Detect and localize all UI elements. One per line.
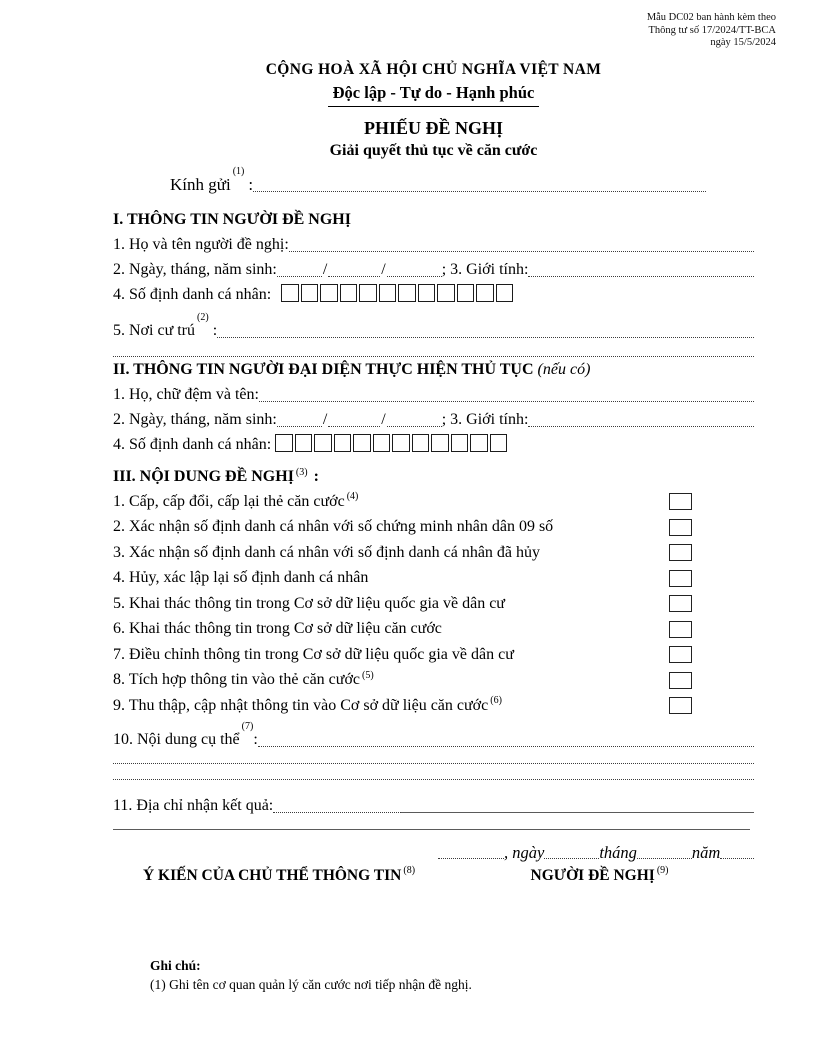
request-detail-fill-line3[interactable]	[113, 764, 754, 780]
id-digit-box[interactable]	[418, 284, 436, 302]
representative-name-fill[interactable]	[259, 382, 754, 402]
representative-id-label: 4. Số định danh cá nhân:	[113, 436, 272, 453]
date-word-nam: năm	[691, 842, 721, 862]
representative-gender-fill[interactable]	[528, 407, 754, 427]
id-digit-box[interactable]	[314, 434, 332, 452]
footnote-ref-5: (5)	[362, 669, 374, 681]
id-digit-box[interactable]	[340, 284, 358, 302]
request-option-checkbox-8[interactable]	[669, 672, 692, 689]
subject-opinion-heading: Ý KIẾN CỦA CHỦ THỂ THÔNG TIN $^{(8)}$	[142, 865, 416, 884]
request-option-label: 7. Điều chỉnh thông tin trong Cơ sở dữ liệu quốc gia về dân cư	[113, 645, 514, 663]
signature-month-fill[interactable]	[637, 842, 692, 859]
representative-gender-label: ; 3. Giới tính:	[441, 411, 529, 428]
national-title: CỘNG HOÀ XÃ HỘI CHỦ NGHĨA VIỆT NAM	[265, 61, 602, 78]
result-address-fill-solid[interactable]	[401, 793, 754, 813]
result-address-label: 11. Địa chỉ nhận kết quả:	[113, 796, 274, 814]
request-option-label: 4. Hủy, xác lập lại số định danh cá nhân	[113, 569, 369, 587]
request-detail-fill[interactable]	[258, 727, 754, 747]
request-option-row-9	[113, 693, 754, 719]
id-digit-box[interactable]	[470, 434, 488, 452]
signature-day-fill[interactable]	[544, 842, 599, 859]
representative-dob-month-fill[interactable]	[328, 407, 380, 427]
result-address-fill-line2[interactable]	[113, 818, 750, 830]
request-option-row-3	[113, 540, 754, 566]
recipient-line: Kính gửi (1) :	[113, 172, 706, 197]
signature-year-fill[interactable]	[720, 842, 754, 859]
request-option-checkbox-6[interactable]	[669, 621, 692, 638]
id-digit-box[interactable]	[431, 434, 449, 452]
footnote-ref-8: (8)	[403, 865, 416, 877]
id-digit-box[interactable]	[334, 434, 352, 452]
request-detail-label: 10. Nội dung cụ thể	[113, 730, 240, 748]
representative-dob-label: 2. Ngày, tháng, năm sinh:	[113, 411, 277, 428]
applicant-dob-month-fill[interactable]	[328, 257, 380, 277]
request-option-row-8	[113, 668, 754, 694]
form-title: PHIẾU ĐỀ NGHỊ	[363, 118, 504, 138]
applicant-name-label: 1. Họ và tên người đề nghị:	[113, 236, 289, 253]
section2-title-text: II. THÔNG TIN NGƯỜI ĐẠI DIỆN THỰC HIỆN THỦ TỤC	[113, 361, 534, 378]
representative-name-label: 1. Họ, chữ đệm và tên:	[113, 386, 259, 403]
request-detail-colon: :	[253, 730, 258, 748]
dob-separator: /	[381, 261, 386, 278]
issuance-note	[647, 12, 776, 50]
representative-dob-line	[113, 407, 754, 432]
id-digit-box[interactable]	[353, 434, 371, 452]
id-digit-box[interactable]	[490, 434, 508, 452]
request-option-label: 9. Thu thập, cập nhật thông tin vào Cơ sở dữ liệu căn cước $^{(6)}$	[113, 695, 502, 714]
applicant-id-label: 4. Số định danh cá nhân:	[113, 286, 272, 303]
representative-id-boxes	[275, 434, 507, 452]
representative-name-line	[113, 382, 754, 407]
signature-headings	[113, 865, 754, 887]
request-option-label: 1. Cấp, cấp đổi, cấp lại thẻ căn cước $^{(4)}$	[113, 491, 359, 510]
national-motto	[113, 81, 754, 107]
section3-title	[113, 464, 754, 489]
applicant-id-line	[113, 282, 754, 307]
id-digit-box[interactable]	[496, 284, 514, 302]
applicant-gender-fill[interactable]	[528, 257, 754, 277]
footnote-ref-3: (3)	[295, 466, 308, 478]
request-option-label: 2. Xác nhận số định danh cá nhân với số chứng minh nhân dân 09 số	[113, 518, 554, 536]
section3-title-text: III. NỘI DUNG ĐỀ NGHỊ	[113, 468, 294, 485]
applicant-dob-day-fill[interactable]	[277, 257, 322, 277]
notes-title: Ghi chú:	[150, 957, 201, 973]
request-option-label: 6. Khai thác thông tin trong Cơ sở dữ liệu căn cước	[113, 620, 442, 638]
national-motto-text: Độc lập - Tự do - Hạnh phúc	[328, 81, 540, 107]
dob-separator: /	[381, 411, 386, 428]
dob-separator: /	[322, 261, 328, 278]
request-option-checkbox-3[interactable]	[669, 544, 692, 561]
section2-title-note: (nếu có)	[537, 361, 591, 378]
section3-title-colon: :	[313, 468, 319, 485]
issuance-note-line3: ngày 15/5/2024	[710, 37, 776, 48]
id-digit-box[interactable]	[398, 284, 416, 302]
request-option-checkbox-7[interactable]	[669, 646, 692, 663]
date-word-ngay: , ngày	[504, 842, 545, 862]
applicant-dob-line	[113, 257, 754, 282]
applicant-dob-label: 2. Ngày, tháng, năm sinh:	[113, 261, 277, 278]
section1-title: I. THÔNG TIN NGƯỜI ĐỀ NGHỊ	[113, 211, 351, 228]
id-digit-box[interactable]	[359, 284, 377, 302]
form-content	[113, 60, 754, 994]
representative-dob-day-fill[interactable]	[277, 407, 322, 427]
id-digit-box[interactable]	[295, 434, 313, 452]
id-digit-box[interactable]	[412, 434, 430, 452]
request-detail-line: 10. Nội dung cụ thể (7) :	[113, 727, 754, 752]
applicant-gender-label: ; 3. Giới tính:	[441, 261, 529, 278]
representative-dob-year-fill[interactable]	[387, 407, 442, 427]
applicant-residence-label: 5. Nơi cư trú	[113, 322, 196, 339]
applicant-id-boxes	[281, 284, 513, 302]
applicant-name-fill[interactable]	[289, 232, 754, 252]
recipient-label: Kính gửi	[170, 175, 231, 194]
applicant-dob-year-fill[interactable]	[387, 257, 442, 277]
applicant-signature-heading: NGƯỜI ĐỀ NGHỊ $^{(9)}$	[530, 865, 669, 884]
signature-place-fill[interactable]	[438, 842, 504, 859]
request-option-row-4	[113, 566, 754, 592]
request-option-label: 5. Khai thác thông tin trong Cơ sở dữ liệu quốc gia về dân cư	[113, 594, 505, 612]
result-address-line	[113, 793, 754, 818]
dob-separator: /	[322, 411, 328, 428]
footnote-ref-6: (6)	[490, 695, 502, 707]
issuance-note-line1: Mẫu DC02 ban hành kèm theo	[646, 12, 776, 23]
note-1: (1) Ghi tên cơ quan quản lý căn cước nơi tiếp nhận đề nghị.	[150, 976, 472, 992]
issuance-note-line2: Thông tư số 17/2024/TT-BCA	[648, 24, 776, 36]
residence-colon: :	[212, 322, 218, 339]
form-subtitle: Giải quyết thủ tục về căn cước	[329, 142, 538, 159]
request-option-checkbox-4[interactable]	[669, 570, 692, 587]
recipient-colon: :	[248, 175, 254, 194]
notes-block	[150, 956, 754, 994]
applicant-residence-fill[interactable]	[217, 318, 754, 338]
recipient-fill[interactable]	[253, 172, 706, 192]
applicant-name-line	[113, 232, 754, 257]
request-option-checkbox-2[interactable]	[669, 519, 692, 536]
request-option-row-6	[113, 617, 754, 643]
request-option-checkbox-9[interactable]	[669, 697, 692, 714]
id-digit-box[interactable]	[457, 284, 475, 302]
request-option-row-7	[113, 642, 754, 668]
request-detail-fill-line2[interactable]	[113, 752, 754, 764]
id-digit-box[interactable]	[275, 434, 293, 452]
id-digit-box[interactable]	[373, 434, 391, 452]
request-option-row-5	[113, 591, 754, 617]
request-option-checkbox-1[interactable]	[669, 493, 692, 510]
footnote-ref-4: (4)	[346, 491, 359, 503]
date-word-thang: tháng	[599, 842, 637, 862]
representative-id-line	[113, 432, 754, 457]
id-digit-box[interactable]	[451, 434, 469, 452]
request-option-row-1	[113, 489, 754, 515]
result-address-fill-dotted[interactable]	[273, 793, 401, 813]
id-digit-box[interactable]	[301, 284, 319, 302]
id-digit-box[interactable]	[476, 284, 494, 302]
footnote-ref-9: (9)	[656, 865, 669, 877]
id-digit-box[interactable]	[379, 284, 397, 302]
id-digit-box[interactable]	[281, 284, 299, 302]
applicant-residence-line: 5. Nơi cư trú (2) :	[113, 318, 754, 343]
signature-date-line	[438, 842, 754, 864]
request-option-row-2	[113, 515, 754, 541]
applicant-residence-fill-line2[interactable]	[113, 343, 754, 357]
request-option-checkbox-5[interactable]	[669, 595, 692, 612]
request-option-label: 3. Xác nhận số định danh cá nhân với số định danh cá nhân đã hủy	[113, 543, 541, 561]
request-option-label: 8. Tích hợp thông tin vào thẻ căn cước $^{(5)}$	[113, 669, 374, 689]
id-digit-box[interactable]	[437, 284, 455, 302]
id-digit-box[interactable]	[320, 284, 338, 302]
id-digit-box[interactable]	[392, 434, 410, 452]
section2-title	[113, 357, 754, 382]
